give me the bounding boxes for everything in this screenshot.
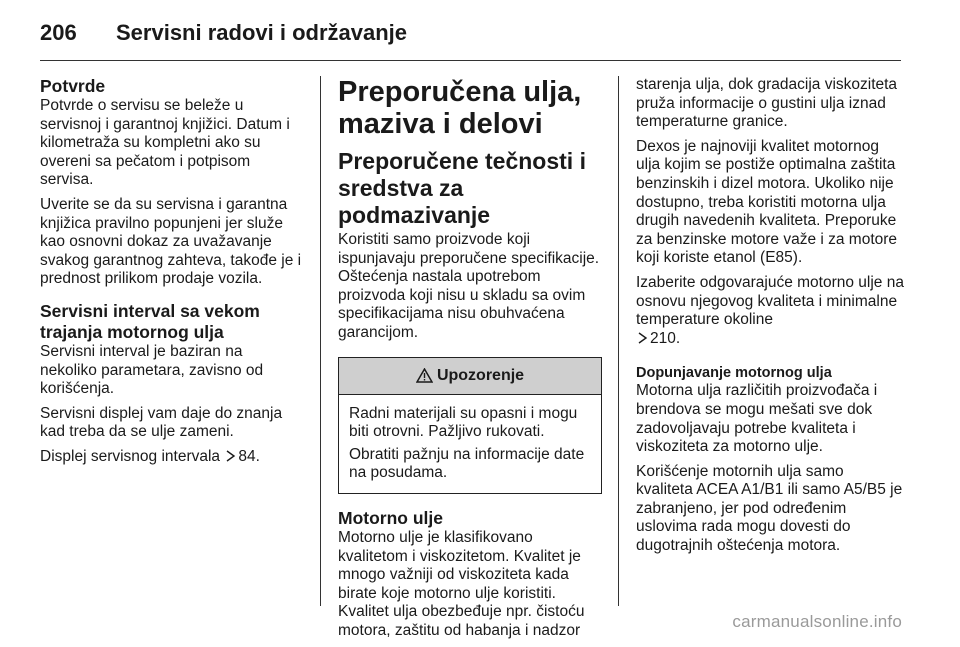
warning-box: [338, 357, 602, 494]
column-left: [40, 76, 302, 473]
warning-body: [339, 395, 601, 493]
column-divider: [618, 76, 619, 606]
paragraph: Servisni displej vam daje do znanja kad treba da se ulje zameni.: [40, 404, 283, 441]
paragraph: Servisni interval je baziran na nekoliko parametara, zavisno od korišćenja.: [40, 342, 264, 398]
page-reference-icon: [638, 332, 648, 344]
page-number: 206: [40, 20, 77, 45]
column-divider: [320, 76, 321, 606]
header-rule: [40, 60, 901, 61]
page-header: [40, 14, 920, 54]
page-reference-link[interactable]: 84.: [238, 447, 260, 465]
running-title: Servisni radovi i održavanje: [116, 20, 408, 45]
section-heading-fluids: Preporučene tečnosti i sredstva za podmazivanje: [338, 148, 586, 228]
warning-title: Upozorenje: [436, 366, 525, 384]
paragraph-with-reference: [40, 448, 302, 467]
paragraph: starenja ulja, dok gradacija viskoziteta pruža informacije o gustini ulja iznad temperaturne granice.: [636, 76, 898, 131]
warning-triangle-icon: [416, 368, 433, 383]
watermark: carmanualsonline.info: [732, 612, 902, 631]
section-heading-oil-topup: Dopunjavanje motornog ulja: [636, 365, 832, 382]
page-reference-icon: [226, 450, 236, 462]
paragraph: Korišćenje motornih ulja samo kvaliteta ACEA A1/B1 ili samo A5/B5 je zabranjeno, jer pod određenim uslovima rada mogu dovesti do dugotrajnih oštećenja motora.: [636, 462, 903, 555]
section-heading-potvrde: Potvrde: [40, 76, 106, 96]
section-heading-service-interval: Servisni interval sa vekom trajanja motornog ulja: [40, 300, 260, 342]
paragraph: Uverite se da su servisna i garantna knjižica pravilno popunjeni jer služe kao osnovni dokaz za uvažavanje svakog garantnog zahteva, takođe je i prednost prilikom prodaje vozila.: [40, 195, 302, 288]
paragraph: Dexos je najnoviji kvalitet motornog ulja kojim se postiže optimalna zaštita benzinskih i dizel motora. Ukoliko nije dostupno, treba koristiti motorna ulja drugih navedenih kvaliteta. Preporuke za benzinske motore važe i za motore koji koriste etanol (E85).: [636, 137, 898, 267]
paragraph: Potvrde o servisu se beleže u servisnoj i garantnoj knjižici. Datum i kilometraža su kompletni ako su overeni sa pečatom i potpisom servisa.: [40, 97, 290, 189]
paragraph-text: Displej servisnog intervala: [40, 447, 221, 465]
paragraph: Motorno ulje je klasifikovano kvalitetom i viskozitetom. Kvalitet je mnogo važniji od viskoziteta kada birate koje motorno ulje koristiti. Kvalitet ulja obezbeđuje npr. čistoću motora, zaštitu od habanja i nadzor: [338, 528, 585, 639]
section-heading-engine-oil: Motorno ulje: [338, 507, 443, 528]
warning-header: [339, 358, 601, 395]
column-middle: [338, 76, 602, 647]
chapter-heading: Preporučena ulja, maziva i delovi: [338, 76, 582, 140]
paragraph: Motorna ulja različitih proizvođača i brendova se mogu mešati sve dok zadovoljavaju potrebe kvaliteta i viskoziteta za motorno ulje.: [636, 382, 878, 456]
paragraph: Radni materijali su opasni i mogu biti otrovni. Pažljivo rukovati.: [349, 404, 578, 441]
paragraph: Koristiti samo proizvode koji ispunjavaju preporučene specifikacije. Oštećenja nastala upotrebom proizvoda koji nisu u skladu sa ovim specifikacijama nisu obuhvaćena garancijom.: [338, 231, 600, 341]
paragraph-text: Izaberite odgovarajuće motorno ulje na osnovu njegovog kvaliteta i minimalne temperature okoline: [636, 273, 904, 329]
paragraph-with-reference: [636, 274, 904, 348]
paragraph: Obratiti pažnju na informacije date na posudama.: [349, 445, 585, 482]
column-right: [636, 76, 904, 562]
page-reference-link[interactable]: 210.: [650, 329, 681, 347]
